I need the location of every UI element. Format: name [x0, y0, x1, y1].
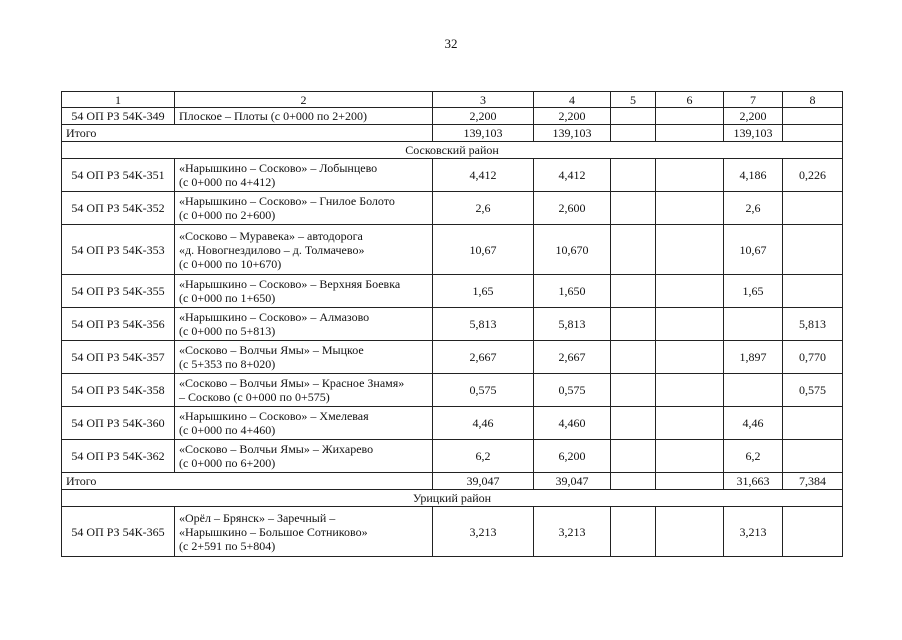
road-name-line: «Орёл – Брянск» – Заречный – — [179, 510, 336, 525]
value-col-6 — [656, 159, 724, 192]
value-col-8 — [783, 108, 843, 125]
road-name-line: (с 5+353 по 8+020) — [179, 357, 276, 371]
road-name-line: «Нарышкино – Сосково» – Гнилое Болото — [179, 194, 395, 208]
road-name-line: (с 0+000 по 4+460) — [179, 423, 276, 437]
value-col-3: 5,813 — [433, 308, 534, 341]
value-col-7: 2,6 — [724, 192, 783, 225]
table-row — [62, 507, 843, 557]
total-value-col-6 — [656, 125, 724, 142]
value-col-3: 6,2 — [433, 440, 534, 473]
road-name-line: «Сосково – Волчьи Ямы» – Красное Знамя» — [179, 376, 405, 390]
value-col-6 — [656, 440, 724, 473]
column-header-3: 3 — [433, 92, 534, 108]
table-row — [62, 159, 843, 192]
value-col-7: 2,200 — [724, 108, 783, 125]
value-col-4: 2,667 — [534, 341, 611, 374]
table-row — [62, 374, 843, 407]
total-value-col-4: 139,103 — [534, 125, 611, 142]
value-col-5 — [611, 308, 656, 341]
road-name-line: «Нарышкино – Сосково» – Верхняя Боевка — [179, 277, 401, 291]
value-col-5 — [611, 159, 656, 192]
road-name — [175, 407, 433, 440]
total-value-col-5 — [611, 125, 656, 142]
table-row — [62, 440, 843, 473]
value-col-6 — [656, 507, 724, 557]
table-row — [62, 225, 843, 275]
value-col-8: 0,226 — [783, 159, 843, 192]
road-name-line: (с 0+000 по 2+600) — [179, 208, 276, 222]
value-col-3: 2,200 — [433, 108, 534, 125]
road-code: 54 ОП РЗ 54К-352 — [62, 192, 175, 225]
value-col-3: 3,213 — [433, 507, 534, 557]
road-name — [175, 374, 433, 407]
road-name-line: «Нарышкино – Сосково» – Хмелевая — [179, 409, 369, 423]
value-col-7 — [724, 374, 783, 407]
road-name-line: (с 0+000 по 1+650) — [179, 291, 276, 305]
value-col-6 — [656, 374, 724, 407]
total-value-col-5 — [611, 473, 656, 490]
value-col-5 — [611, 507, 656, 557]
table-row — [62, 192, 843, 225]
value-col-6 — [656, 108, 724, 125]
value-col-5 — [611, 108, 656, 125]
value-col-5 — [611, 407, 656, 440]
total-row — [62, 125, 843, 142]
road-code: 54 ОП РЗ 54К-358 — [62, 374, 175, 407]
value-col-8: 5,813 — [783, 308, 843, 341]
value-col-5 — [611, 374, 656, 407]
value-col-8 — [783, 275, 843, 308]
road-name — [175, 275, 433, 308]
value-col-3: 0,575 — [433, 374, 534, 407]
value-col-8 — [783, 225, 843, 275]
column-header-1: 1 — [62, 92, 175, 108]
road-name-line: «Нарышкино – Большое Сотниково» — [179, 524, 368, 539]
section-title: Сосковский район — [62, 142, 843, 159]
value-col-5 — [611, 225, 656, 275]
total-value-col-7: 31,663 — [724, 473, 783, 490]
road-code: 54 ОП РЗ 54К-356 — [62, 308, 175, 341]
road-name-line: (с 2+591 по 5+804) — [179, 538, 276, 553]
value-col-4: 2,600 — [534, 192, 611, 225]
table-header-row — [62, 92, 843, 108]
total-value-col-4: 39,047 — [534, 473, 611, 490]
total-value-col-8 — [783, 125, 843, 142]
value-col-7 — [724, 308, 783, 341]
table-row — [62, 407, 843, 440]
value-col-8 — [783, 440, 843, 473]
value-col-6 — [656, 308, 724, 341]
value-col-8 — [783, 407, 843, 440]
section-row — [62, 490, 843, 507]
total-value-col-3: 39,047 — [433, 473, 534, 490]
section-title: Урицкий район — [62, 490, 843, 507]
value-col-4: 4,412 — [534, 159, 611, 192]
road-name-line: – Сосково (с 0+000 по 0+575) — [179, 390, 330, 404]
column-header-7: 7 — [724, 92, 783, 108]
road-code: 54 ОП РЗ 54К-360 — [62, 407, 175, 440]
road-name — [175, 341, 433, 374]
total-label: Итого — [62, 473, 433, 490]
value-col-4: 3,213 — [534, 507, 611, 557]
road-name — [175, 108, 433, 125]
road-name — [175, 507, 433, 557]
column-header-5: 5 — [611, 92, 656, 108]
table-row — [62, 308, 843, 341]
value-col-5 — [611, 341, 656, 374]
value-col-3: 2,667 — [433, 341, 534, 374]
total-value-col-7: 139,103 — [724, 125, 783, 142]
value-col-3: 10,67 — [433, 225, 534, 275]
road-code: 54 ОП РЗ 54К-349 — [62, 108, 175, 125]
roads-table-body — [62, 92, 843, 557]
value-col-3: 4,412 — [433, 159, 534, 192]
column-header-4: 4 — [534, 92, 611, 108]
table-row — [62, 275, 843, 308]
total-value-col-6 — [656, 473, 724, 490]
value-col-7: 6,2 — [724, 440, 783, 473]
value-col-5 — [611, 440, 656, 473]
column-header-6: 6 — [656, 92, 724, 108]
value-col-8 — [783, 192, 843, 225]
value-col-3: 1,65 — [433, 275, 534, 308]
road-code: 54 ОП РЗ 54К-355 — [62, 275, 175, 308]
road-name — [175, 192, 433, 225]
total-value-col-8: 7,384 — [783, 473, 843, 490]
column-header-2: 2 — [175, 92, 433, 108]
road-name-line: «д. Новогнездилово – д. Толмачево» — [179, 242, 365, 257]
value-col-4: 6,200 — [534, 440, 611, 473]
value-col-4: 10,670 — [534, 225, 611, 275]
roads-table — [61, 91, 843, 557]
value-col-3: 4,46 — [433, 407, 534, 440]
road-name — [175, 225, 433, 275]
value-col-8: 0,770 — [783, 341, 843, 374]
road-name-line: «Сосково – Волчьи Ямы» – Мыцкое — [179, 343, 364, 357]
road-name-line: Плоское – Плоты (с 0+000 по 2+200) — [179, 109, 368, 123]
road-code: 54 ОП РЗ 54К-365 — [62, 507, 175, 557]
page-number: 32 — [444, 36, 458, 51]
section-row — [62, 142, 843, 159]
road-name-line: (с 0+000 по 6+200) — [179, 456, 276, 470]
road-name — [175, 440, 433, 473]
road-name — [175, 159, 433, 192]
road-code: 54 ОП РЗ 54К-357 — [62, 341, 175, 374]
table-row — [62, 108, 843, 125]
value-col-4: 0,575 — [534, 374, 611, 407]
road-name-line: «Нарышкино – Сосково» – Лобынцево — [179, 161, 378, 175]
value-col-6 — [656, 341, 724, 374]
value-col-5 — [611, 192, 656, 225]
value-col-7: 1,65 — [724, 275, 783, 308]
value-col-4: 1,650 — [534, 275, 611, 308]
road-name-line: «Сосково – Муравека» – автодорога — [179, 228, 363, 243]
value-col-3: 2,6 — [433, 192, 534, 225]
value-col-4: 5,813 — [534, 308, 611, 341]
value-col-5 — [611, 275, 656, 308]
value-col-6 — [656, 192, 724, 225]
value-col-4: 4,460 — [534, 407, 611, 440]
road-code: 54 ОП РЗ 54К-351 — [62, 159, 175, 192]
road-name — [175, 308, 433, 341]
value-col-8: 0,575 — [783, 374, 843, 407]
value-col-6 — [656, 407, 724, 440]
value-col-4: 2,200 — [534, 108, 611, 125]
value-col-8 — [783, 507, 843, 557]
total-row — [62, 473, 843, 490]
column-header-8: 8 — [783, 92, 843, 108]
total-label: Итого — [62, 125, 433, 142]
value-col-7: 10,67 — [724, 225, 783, 275]
total-value-col-3: 139,103 — [433, 125, 534, 142]
road-code: 54 ОП РЗ 54К-362 — [62, 440, 175, 473]
value-col-7: 4,186 — [724, 159, 783, 192]
value-col-6 — [656, 275, 724, 308]
road-name-line: «Сосково – Волчьи Ямы» – Жихарево — [179, 442, 374, 456]
road-code: 54 ОП РЗ 54К-353 — [62, 225, 175, 275]
road-name-line: (с 0+000 по 10+670) — [179, 256, 282, 271]
table-row — [62, 341, 843, 374]
value-col-6 — [656, 225, 724, 275]
value-col-7: 3,213 — [724, 507, 783, 557]
road-name-line: «Нарышкино – Сосково» – Алмазово — [179, 310, 370, 324]
value-col-7: 1,897 — [724, 341, 783, 374]
value-col-7: 4,46 — [724, 407, 783, 440]
road-name-line: (с 0+000 по 5+813) — [179, 324, 276, 338]
road-name-line: (с 0+000 по 4+412) — [179, 175, 276, 189]
